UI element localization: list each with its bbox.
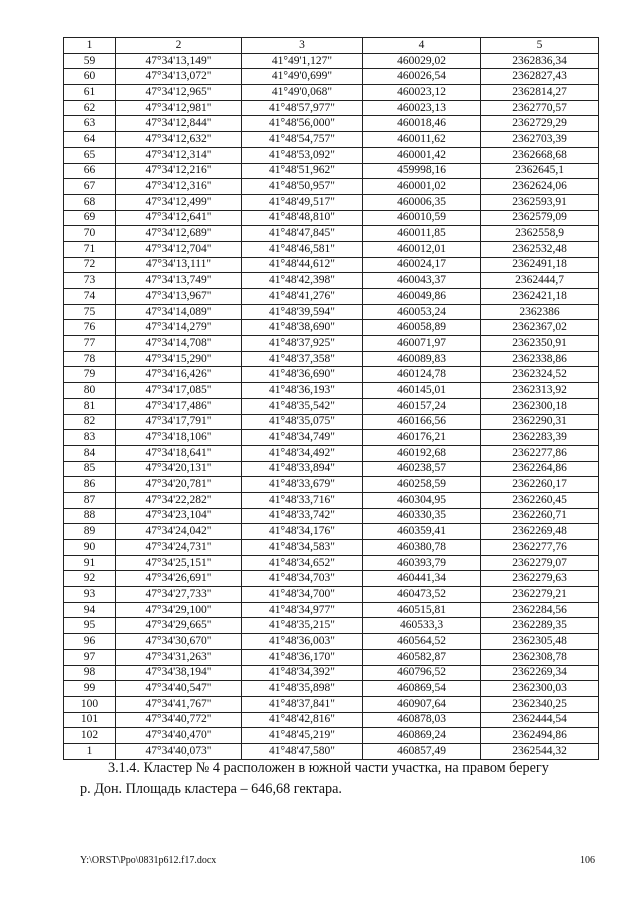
table-row (64, 273, 599, 289)
table-row (64, 304, 599, 320)
latitude-cell: 47°34'14,089" (116, 304, 242, 320)
x-coordinate-cell: 460878,03 (363, 712, 481, 728)
point-number-cell: 77 (64, 336, 116, 352)
y-coordinate-cell: 2362668,68 (481, 147, 599, 163)
table-row (64, 414, 599, 430)
point-number-cell: 62 (64, 100, 116, 116)
table-row (64, 477, 599, 493)
point-number-cell: 79 (64, 367, 116, 383)
point-number-cell: 87 (64, 492, 116, 508)
y-coordinate-cell: 2362532,48 (481, 241, 599, 257)
point-number-cell: 81 (64, 398, 116, 414)
latitude-cell: 47°34'13,072" (116, 69, 242, 85)
y-coordinate-cell: 2362386 (481, 304, 599, 320)
point-number-cell: 63 (64, 116, 116, 132)
y-coordinate-cell: 2362494,86 (481, 728, 599, 744)
table-row (64, 367, 599, 383)
point-number-cell: 68 (64, 194, 116, 210)
y-coordinate-cell: 2362491,18 (481, 257, 599, 273)
x-coordinate-cell: 460176,21 (363, 430, 481, 446)
y-coordinate-cell: 2362289,35 (481, 618, 599, 634)
x-coordinate-cell: 460441,34 (363, 571, 481, 587)
point-number-cell: 99 (64, 681, 116, 697)
latitude-cell: 47°34'24,042" (116, 524, 242, 540)
table-row (64, 226, 599, 242)
longitude-cell: 41°48'34,176" (242, 524, 363, 540)
point-number-cell: 90 (64, 540, 116, 556)
longitude-cell: 41°48'34,749" (242, 430, 363, 446)
x-coordinate-cell: 460796,52 (363, 665, 481, 681)
point-number-cell: 66 (64, 163, 116, 179)
latitude-cell: 47°34'20,131" (116, 461, 242, 477)
point-number-cell: 93 (64, 587, 116, 603)
longitude-cell: 41°48'37,358" (242, 351, 363, 367)
table-row (64, 430, 599, 446)
point-number-cell: 64 (64, 132, 116, 148)
x-coordinate-cell: 460011,85 (363, 226, 481, 242)
y-coordinate-cell: 2362770,57 (481, 100, 599, 116)
x-coordinate-cell: 460071,97 (363, 336, 481, 352)
y-coordinate-cell: 2362313,92 (481, 383, 599, 399)
longitude-cell: 41°48'34,652" (242, 555, 363, 571)
longitude-cell: 41°48'42,398" (242, 273, 363, 289)
table-row (64, 383, 599, 399)
point-number-cell: 84 (64, 445, 116, 461)
table-row (64, 492, 599, 508)
table-row (64, 100, 599, 116)
point-number-cell: 86 (64, 477, 116, 493)
table-row (64, 289, 599, 305)
y-coordinate-cell: 2362260,45 (481, 492, 599, 508)
table-row (64, 179, 599, 195)
x-coordinate-cell: 460006,35 (363, 194, 481, 210)
y-coordinate-cell: 2362836,34 (481, 53, 599, 69)
y-coordinate-cell: 2362814,27 (481, 85, 599, 101)
longitude-cell: 41°48'53,092" (242, 147, 363, 163)
y-coordinate-cell: 2362624,06 (481, 179, 599, 195)
longitude-cell: 41°49'1,127" (242, 53, 363, 69)
y-coordinate-cell: 2362305,48 (481, 634, 599, 650)
longitude-cell: 41°48'35,542" (242, 398, 363, 414)
table-row (64, 743, 599, 759)
table-row (64, 508, 599, 524)
longitude-cell: 41°48'33,742" (242, 508, 363, 524)
table-row (64, 147, 599, 163)
x-coordinate-cell: 460023,13 (363, 100, 481, 116)
point-number-cell: 94 (64, 602, 116, 618)
x-coordinate-cell: 460380,78 (363, 540, 481, 556)
y-coordinate-cell: 2362593,91 (481, 194, 599, 210)
y-coordinate-cell: 2362444,54 (481, 712, 599, 728)
table-row (64, 602, 599, 618)
point-number-cell: 85 (64, 461, 116, 477)
longitude-cell: 41°48'39,594" (242, 304, 363, 320)
table-row (64, 257, 599, 273)
table-row (64, 461, 599, 477)
header-cell-y-coordinate: 5 (481, 38, 599, 54)
x-coordinate-cell: 460010,59 (363, 210, 481, 226)
x-coordinate-cell: 460166,56 (363, 414, 481, 430)
point-number-cell: 97 (64, 649, 116, 665)
table-row (64, 210, 599, 226)
latitude-cell: 47°34'12,965" (116, 85, 242, 101)
y-coordinate-cell: 2362444,7 (481, 273, 599, 289)
y-coordinate-cell: 2362269,48 (481, 524, 599, 540)
longitude-cell: 41°48'51,962" (242, 163, 363, 179)
table-row (64, 132, 599, 148)
y-coordinate-cell: 2362279,63 (481, 571, 599, 587)
longitude-cell: 41°48'34,392" (242, 665, 363, 681)
table-row (64, 634, 599, 650)
table-row (64, 351, 599, 367)
longitude-cell: 41°48'50,957" (242, 179, 363, 195)
point-number-cell: 73 (64, 273, 116, 289)
longitude-cell: 41°48'41,276" (242, 289, 363, 305)
longitude-cell: 41°48'36,690" (242, 367, 363, 383)
coordinates-table (63, 37, 599, 760)
table-row (64, 116, 599, 132)
longitude-cell: 41°48'35,898" (242, 681, 363, 697)
latitude-cell: 47°34'15,290" (116, 351, 242, 367)
point-number-cell: 59 (64, 53, 116, 69)
y-coordinate-cell: 2362703,39 (481, 132, 599, 148)
header-cell-longitude: 3 (242, 38, 363, 54)
x-coordinate-cell: 460043,37 (363, 273, 481, 289)
x-coordinate-cell: 460359,41 (363, 524, 481, 540)
longitude-cell: 41°48'36,170" (242, 649, 363, 665)
latitude-cell: 47°34'17,791" (116, 414, 242, 430)
x-coordinate-cell: 460907,64 (363, 696, 481, 712)
latitude-cell: 47°34'41,767" (116, 696, 242, 712)
table-row (64, 571, 599, 587)
x-coordinate-cell: 460582,87 (363, 649, 481, 665)
x-coordinate-cell: 460869,24 (363, 728, 481, 744)
latitude-cell: 47°34'40,772" (116, 712, 242, 728)
point-number-cell: 60 (64, 69, 116, 85)
longitude-cell: 41°48'56,000" (242, 116, 363, 132)
latitude-cell: 47°34'13,967" (116, 289, 242, 305)
latitude-cell: 47°34'18,106" (116, 430, 242, 446)
x-coordinate-cell: 460053,24 (363, 304, 481, 320)
header-cell-point-number: 1 (64, 38, 116, 54)
x-coordinate-cell: 460089,83 (363, 351, 481, 367)
y-coordinate-cell: 2362645,1 (481, 163, 599, 179)
y-coordinate-cell: 2362277,76 (481, 540, 599, 556)
point-number-cell: 92 (64, 571, 116, 587)
table-row (64, 555, 599, 571)
table-row (64, 194, 599, 210)
cluster-description-paragraph (80, 758, 598, 800)
x-coordinate-cell: 460001,42 (363, 147, 481, 163)
latitude-cell: 47°34'13,111" (116, 257, 242, 273)
page-number: 106 (580, 855, 595, 866)
y-coordinate-cell: 2362367,02 (481, 320, 599, 336)
y-coordinate-cell: 2362544,32 (481, 743, 599, 759)
latitude-cell: 47°34'17,486" (116, 398, 242, 414)
table-row (64, 681, 599, 697)
latitude-cell: 47°34'13,149" (116, 53, 242, 69)
header-cell-x-coordinate: 4 (363, 38, 481, 54)
latitude-cell: 47°34'14,708" (116, 336, 242, 352)
y-coordinate-cell: 2362264,86 (481, 461, 599, 477)
latitude-cell: 47°34'26,691" (116, 571, 242, 587)
latitude-cell: 47°34'40,470" (116, 728, 242, 744)
latitude-cell: 47°34'12,689" (116, 226, 242, 242)
latitude-cell: 47°34'40,547" (116, 681, 242, 697)
longitude-cell: 41°48'37,841" (242, 696, 363, 712)
y-coordinate-cell: 2362279,07 (481, 555, 599, 571)
latitude-cell: 47°34'17,085" (116, 383, 242, 399)
longitude-cell: 41°48'48,810" (242, 210, 363, 226)
table-row (64, 241, 599, 257)
latitude-cell: 47°34'13,749" (116, 273, 242, 289)
point-number-cell: 69 (64, 210, 116, 226)
longitude-cell: 41°48'34,492" (242, 445, 363, 461)
latitude-cell: 47°34'16,426" (116, 367, 242, 383)
y-coordinate-cell: 2362421,18 (481, 289, 599, 305)
longitude-cell: 41°48'35,075" (242, 414, 363, 430)
point-number-cell: 78 (64, 351, 116, 367)
latitude-cell: 47°34'12,704" (116, 241, 242, 257)
latitude-cell: 47°34'18,641" (116, 445, 242, 461)
x-coordinate-cell: 460533,3 (363, 618, 481, 634)
latitude-cell: 47°34'29,100" (116, 602, 242, 618)
latitude-cell: 47°34'31,263" (116, 649, 242, 665)
point-number-cell: 98 (64, 665, 116, 681)
latitude-cell: 47°34'12,216" (116, 163, 242, 179)
latitude-cell: 47°34'22,282" (116, 492, 242, 508)
x-coordinate-cell: 460024,17 (363, 257, 481, 273)
longitude-cell: 41°48'49,517" (242, 194, 363, 210)
footer-file-path: Y:\ORST\Ppo\0831p612.f17.docx (80, 855, 217, 866)
longitude-cell: 41°48'47,845" (242, 226, 363, 242)
y-coordinate-cell: 2362290,31 (481, 414, 599, 430)
y-coordinate-cell: 2362300,03 (481, 681, 599, 697)
header-cell-latitude: 2 (116, 38, 242, 54)
x-coordinate-cell: 460857,49 (363, 743, 481, 759)
table-row (64, 587, 599, 603)
longitude-cell: 41°48'36,193" (242, 383, 363, 399)
point-number-cell: 100 (64, 696, 116, 712)
y-coordinate-cell: 2362260,17 (481, 477, 599, 493)
y-coordinate-cell: 2362729,29 (481, 116, 599, 132)
y-coordinate-cell: 2362558,9 (481, 226, 599, 242)
table-row (64, 649, 599, 665)
longitude-cell: 41°48'33,679" (242, 477, 363, 493)
x-coordinate-cell: 460157,24 (363, 398, 481, 414)
y-coordinate-cell: 2362279,21 (481, 587, 599, 603)
longitude-cell: 41°48'54,757" (242, 132, 363, 148)
latitude-cell: 47°34'23,104" (116, 508, 242, 524)
point-number-cell: 61 (64, 85, 116, 101)
y-coordinate-cell: 2362283,39 (481, 430, 599, 446)
latitude-cell: 47°34'38,194" (116, 665, 242, 681)
point-number-cell: 1 (64, 743, 116, 759)
longitude-cell: 41°48'35,215" (242, 618, 363, 634)
x-coordinate-cell: 460393,79 (363, 555, 481, 571)
table-body (64, 53, 599, 759)
table-row (64, 524, 599, 540)
x-coordinate-cell: 460869,54 (363, 681, 481, 697)
point-number-cell: 76 (64, 320, 116, 336)
point-number-cell: 83 (64, 430, 116, 446)
point-number-cell: 91 (64, 555, 116, 571)
longitude-cell: 41°48'45,219" (242, 728, 363, 744)
table-row (64, 540, 599, 556)
table-row (64, 398, 599, 414)
table-row (64, 320, 599, 336)
x-coordinate-cell: 460049,86 (363, 289, 481, 305)
x-coordinate-cell: 459998,16 (363, 163, 481, 179)
point-number-cell: 82 (64, 414, 116, 430)
point-number-cell: 70 (64, 226, 116, 242)
x-coordinate-cell: 460011,62 (363, 132, 481, 148)
point-number-cell: 74 (64, 289, 116, 305)
table-row (64, 85, 599, 101)
longitude-cell: 41°48'46,581" (242, 241, 363, 257)
x-coordinate-cell: 460012,01 (363, 241, 481, 257)
x-coordinate-cell: 460330,35 (363, 508, 481, 524)
longitude-cell: 41°48'34,703" (242, 571, 363, 587)
x-coordinate-cell: 460564,52 (363, 634, 481, 650)
y-coordinate-cell: 2362300,18 (481, 398, 599, 414)
longitude-cell: 41°48'34,583" (242, 540, 363, 556)
longitude-cell: 41°49'0,068" (242, 85, 363, 101)
longitude-cell: 41°48'37,925" (242, 336, 363, 352)
point-number-cell: 80 (64, 383, 116, 399)
y-coordinate-cell: 2362260,71 (481, 508, 599, 524)
x-coordinate-cell: 460192,68 (363, 445, 481, 461)
x-coordinate-cell: 460258,59 (363, 477, 481, 493)
y-coordinate-cell: 2362284,56 (481, 602, 599, 618)
y-coordinate-cell: 2362277,86 (481, 445, 599, 461)
y-coordinate-cell: 2362338,86 (481, 351, 599, 367)
point-number-cell: 95 (64, 618, 116, 634)
x-coordinate-cell: 460515,81 (363, 602, 481, 618)
y-coordinate-cell: 2362269,34 (481, 665, 599, 681)
latitude-cell: 47°34'12,632" (116, 132, 242, 148)
longitude-cell: 41°48'42,816" (242, 712, 363, 728)
table-row (64, 618, 599, 634)
latitude-cell: 47°34'12,499" (116, 194, 242, 210)
table-row (64, 69, 599, 85)
longitude-cell: 41°48'44,612" (242, 257, 363, 273)
latitude-cell: 47°34'40,073" (116, 743, 242, 759)
y-coordinate-cell: 2362324,52 (481, 367, 599, 383)
point-number-cell: 71 (64, 241, 116, 257)
point-number-cell: 67 (64, 179, 116, 195)
longitude-cell: 41°48'47,580" (242, 743, 363, 759)
longitude-cell: 41°48'57,977" (242, 100, 363, 116)
latitude-cell: 47°34'12,641" (116, 210, 242, 226)
y-coordinate-cell: 2362308,78 (481, 649, 599, 665)
x-coordinate-cell: 460026,54 (363, 69, 481, 85)
y-coordinate-cell: 2362579,09 (481, 210, 599, 226)
latitude-cell: 47°34'12,316" (116, 179, 242, 195)
latitude-cell: 47°34'12,844" (116, 116, 242, 132)
point-number-cell: 102 (64, 728, 116, 744)
longitude-cell: 41°48'34,977" (242, 602, 363, 618)
y-coordinate-cell: 2362340,25 (481, 696, 599, 712)
y-coordinate-cell: 2362350,91 (481, 336, 599, 352)
paragraph-line-1: 3.1.4. Кластер № 4 расположен в южной части участка, на правом берегу (108, 760, 549, 776)
latitude-cell: 47°34'12,314" (116, 147, 242, 163)
table-row (64, 445, 599, 461)
latitude-cell: 47°34'14,279" (116, 320, 242, 336)
table-row (64, 336, 599, 352)
latitude-cell: 47°34'24,731" (116, 540, 242, 556)
table-row (64, 53, 599, 69)
table-row (64, 728, 599, 744)
x-coordinate-cell: 460018,46 (363, 116, 481, 132)
table-row (64, 696, 599, 712)
x-coordinate-cell: 460473,52 (363, 587, 481, 603)
point-number-cell: 101 (64, 712, 116, 728)
point-number-cell: 72 (64, 257, 116, 273)
point-number-cell: 75 (64, 304, 116, 320)
x-coordinate-cell: 460023,12 (363, 85, 481, 101)
x-coordinate-cell: 460304,95 (363, 492, 481, 508)
paragraph-line-2: р. Дон. Площадь кластера – 646,68 гектара. (80, 781, 342, 797)
latitude-cell: 47°34'29,665" (116, 618, 242, 634)
longitude-cell: 41°48'33,894" (242, 461, 363, 477)
longitude-cell: 41°48'36,003" (242, 634, 363, 650)
longitude-cell: 41°48'34,700" (242, 587, 363, 603)
y-coordinate-cell: 2362827,43 (481, 69, 599, 85)
latitude-cell: 47°34'30,670" (116, 634, 242, 650)
latitude-cell: 47°34'25,151" (116, 555, 242, 571)
x-coordinate-cell: 460238,57 (363, 461, 481, 477)
x-coordinate-cell: 460058,89 (363, 320, 481, 336)
point-number-cell: 96 (64, 634, 116, 650)
longitude-cell: 41°49'0,699" (242, 69, 363, 85)
x-coordinate-cell: 460029,02 (363, 53, 481, 69)
table-header-row (64, 38, 599, 54)
point-number-cell: 65 (64, 147, 116, 163)
point-number-cell: 88 (64, 508, 116, 524)
latitude-cell: 47°34'12,981" (116, 100, 242, 116)
longitude-cell: 41°48'38,690" (242, 320, 363, 336)
latitude-cell: 47°34'27,733" (116, 587, 242, 603)
table-row (64, 665, 599, 681)
table-row (64, 163, 599, 179)
x-coordinate-cell: 460145,01 (363, 383, 481, 399)
x-coordinate-cell: 460001,02 (363, 179, 481, 195)
point-number-cell: 89 (64, 524, 116, 540)
table-row (64, 712, 599, 728)
latitude-cell: 47°34'20,781" (116, 477, 242, 493)
longitude-cell: 41°48'33,716" (242, 492, 363, 508)
x-coordinate-cell: 460124,78 (363, 367, 481, 383)
